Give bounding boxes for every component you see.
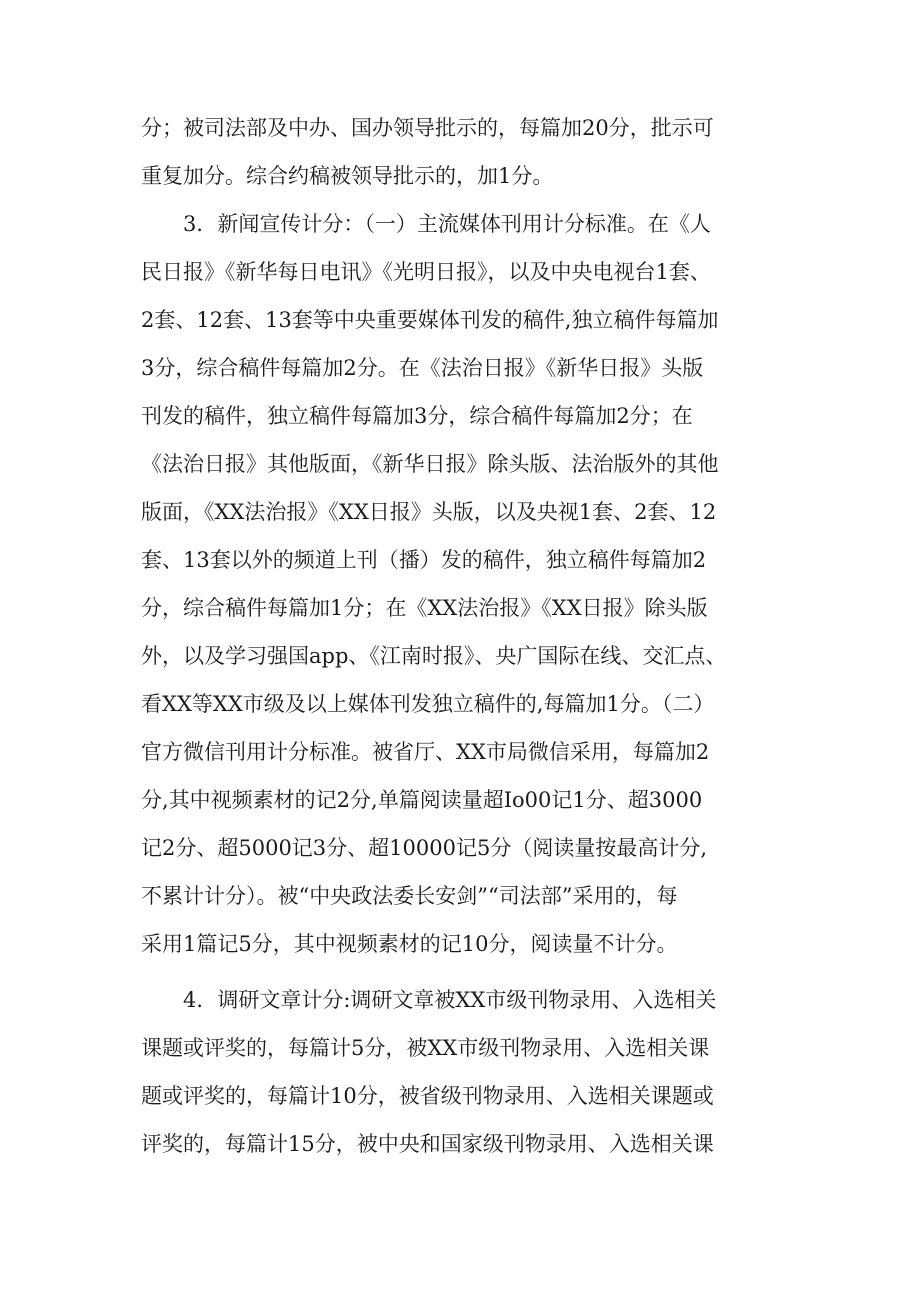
document-body [141,104,783,1168]
text-line: 《法治日报》其他版面，《新华日报》除头版、法治版外的其他 [141,452,719,476]
text-line: 3分，综合稿件每篇加2分。在《法治日报》《新华日报》头版 [141,356,704,380]
paragraph-news-scoring [141,200,783,968]
text-line: 记2分、超5000记3分、超10000记5分（阅读量按最高计分, [141,836,708,860]
text-line: 分,其中视频素材的记2分,单篇阅读量超Io00记1分、超3000 [141,788,703,812]
text-line: 分，综合稿件每篇加1分；在《XX法治报》《XX日报》除头版 [141,596,708,620]
text-line: 不累计计分）。被“中央政法委长安剑”“司法部”采用的，每 [141,884,678,908]
text-line: 评奖的，每篇计15分，被中央和国家级刊物录用、入选相关课 [141,1132,714,1156]
text-line: 分；被司法部及中办、国办领导批示的，每篇加20分，批示可 [141,116,714,140]
paragraph-research-scoring [141,976,783,1168]
text-line: 采用1篇记5分，其中视频素材的记10分，阅读量不计分。 [141,932,678,956]
text-line: 套、13套以外的频道上刊（播）发的稿件，独立稿件每篇加2 [141,548,707,572]
text-line: 2套、12套、13套等中央重要媒体刊发的稿件,独立稿件每篇加 [141,308,719,332]
text-line: 重复加分。综合约稿被领导批示的，加1分。 [141,164,554,188]
text-line: 题或评奖的，每篇计10分，被省级刊物录用、入选相关课题或 [141,1084,714,1108]
text-line: 4．调研文章计分:调研文章被XX市级刊物录用、入选相关 [183,988,717,1012]
text-line: 版面，《XX法治报》《XX日报》头版，以及央视1套、2套、12 [141,500,717,524]
text-line: 官方微信刊用计分标准。被省厅、XX市局微信采用，每篇加2 [141,740,710,764]
text-line: 课题或评奖的，每篇计5分，被XX市级刊物录用、入选相关课 [141,1036,710,1060]
text-line: 民日报》《新华每日电讯》《光明日报》，以及中央电视台1套、 [141,260,711,284]
text-line: 刊发的稿件，独立稿件每篇加3分，综合稿件每篇加2分；在 [141,404,693,428]
text-line: 3．新闻宣传计分：（一）主流媒体刊用计分标准。在《人 [183,212,711,236]
text-line: 看XX等XX市级及以上媒体刊发独立稿件的,每篇加1分。（二） [141,692,715,716]
text-line: 外，以及学习强国app、《江南时报》、央广国际在线、交汇点、 [141,644,727,668]
paragraph-continuation [141,104,783,200]
